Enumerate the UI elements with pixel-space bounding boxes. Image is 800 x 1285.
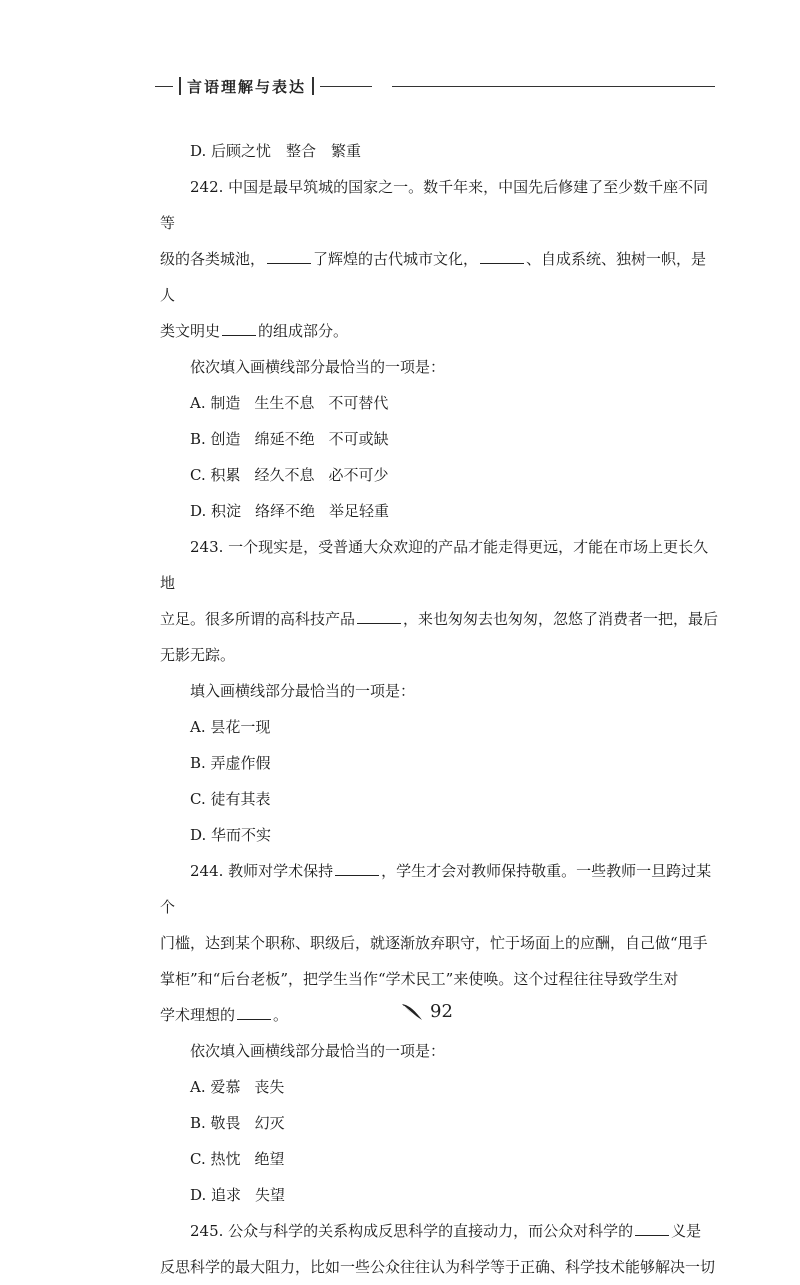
question-245-line-1: 245. 公众与科学的关系构成反思科学的直接动力，而公众对科学的 义是: [190, 1222, 702, 1240]
question-243-instruction: 填入画横线部分最恰当的一项是：: [190, 682, 416, 700]
question-242-option-c: C. 积累 经久不息 必不可少: [190, 466, 389, 484]
question-243-line-1: 243. 一个现实是，受普通大众欢迎的产品才能走得更远，才能在市场上更长久地: [160, 538, 709, 592]
question-242-option-b: B. 创造 绵延不绝 不可或缺: [190, 430, 389, 448]
question-244-line-4: 学术理想的 。: [160, 1006, 289, 1024]
question-244-option-a: A. 爱慕 丧失: [190, 1078, 285, 1096]
header-lead-line: [155, 86, 173, 87]
question-243-option-b: B. 弄虚作假: [190, 754, 271, 772]
header-rule-short: [320, 86, 372, 87]
answer-blank: [635, 1234, 669, 1236]
option-line: D. 后顾之忧 整合 繁重: [190, 142, 362, 160]
answer-blank: [357, 622, 401, 624]
question-244-instruction: 依次填入画横线部分最恰当的一项是：: [190, 1042, 446, 1060]
page-footer: [400, 996, 453, 1026]
question-242-line-3: 类文明史 的组成部分。: [160, 322, 349, 340]
question-243-line-2: 立足。很多所谓的高科技产品 ，来也匆匆去也匆匆，忽悠了消费者一把，最后: [160, 610, 719, 628]
question-244-line-1: 244. 教师对学术保持 ，学生才会对教师保持敬重。一些教师一旦跨过某个: [160, 862, 712, 916]
question-245-line-2: 反思科学的最大阻力，比如一些公众往往认为科学等于正确、科学技术能够解决一切: [160, 1258, 716, 1276]
answer-blank: [237, 1018, 271, 1020]
feather-quill-icon: [400, 1000, 424, 1022]
page-header: [155, 72, 715, 100]
question-242-line-1: 242. 中国是最早筑城的国家之一。数千年来，中国先后修建了至少数千座不同等: [160, 178, 709, 232]
header-rule-long: [392, 86, 715, 87]
question-244-option-c: C. 热忱 绝望: [190, 1150, 285, 1168]
question-243-option-a: A. 昙花一现: [190, 718, 271, 736]
header-left-bar: [179, 77, 181, 95]
answer-blank: [222, 334, 256, 336]
answer-blank: [267, 262, 311, 264]
question-243-line-3: 无影无踪。: [160, 646, 236, 664]
section-title: 言语理解与表达: [187, 77, 307, 96]
question-242-option-d: D. 积淀 络绎不绝 举足轻重: [190, 502, 390, 520]
question-242-option-a: A. 制造 生生不息 不可替代: [190, 394, 389, 412]
answer-blank: [480, 262, 524, 264]
question-244-line-2: 门槛，达到某个职称、职级后，就逐渐放弃职守，忙于场面上的应酬，自己做“甩手: [160, 934, 708, 952]
question-244-line-3: 掌柜”和“后台老板”，把学生当作“学术民工”来使唤。这个过程往往导致学生对: [160, 970, 679, 988]
header-right-bar: [312, 77, 314, 95]
question-244-option-b: B. 敬畏 幻灭: [190, 1114, 285, 1132]
answer-blank: [335, 874, 379, 876]
question-242-line-2: 级的各类城池， 了辉煌的古代城市文化， 、自成系统、独树一帜，是人: [160, 250, 707, 304]
page-number: 92: [430, 1000, 453, 1022]
question-243-option-d: D. 华而不实: [190, 826, 272, 844]
question-244-option-d: D. 追求 失望: [190, 1186, 286, 1204]
page-content: [160, 133, 720, 1285]
question-242-instruction: 依次填入画横线部分最恰当的一项是：: [190, 358, 446, 376]
question-243-option-c: C. 徒有其表: [190, 790, 271, 808]
